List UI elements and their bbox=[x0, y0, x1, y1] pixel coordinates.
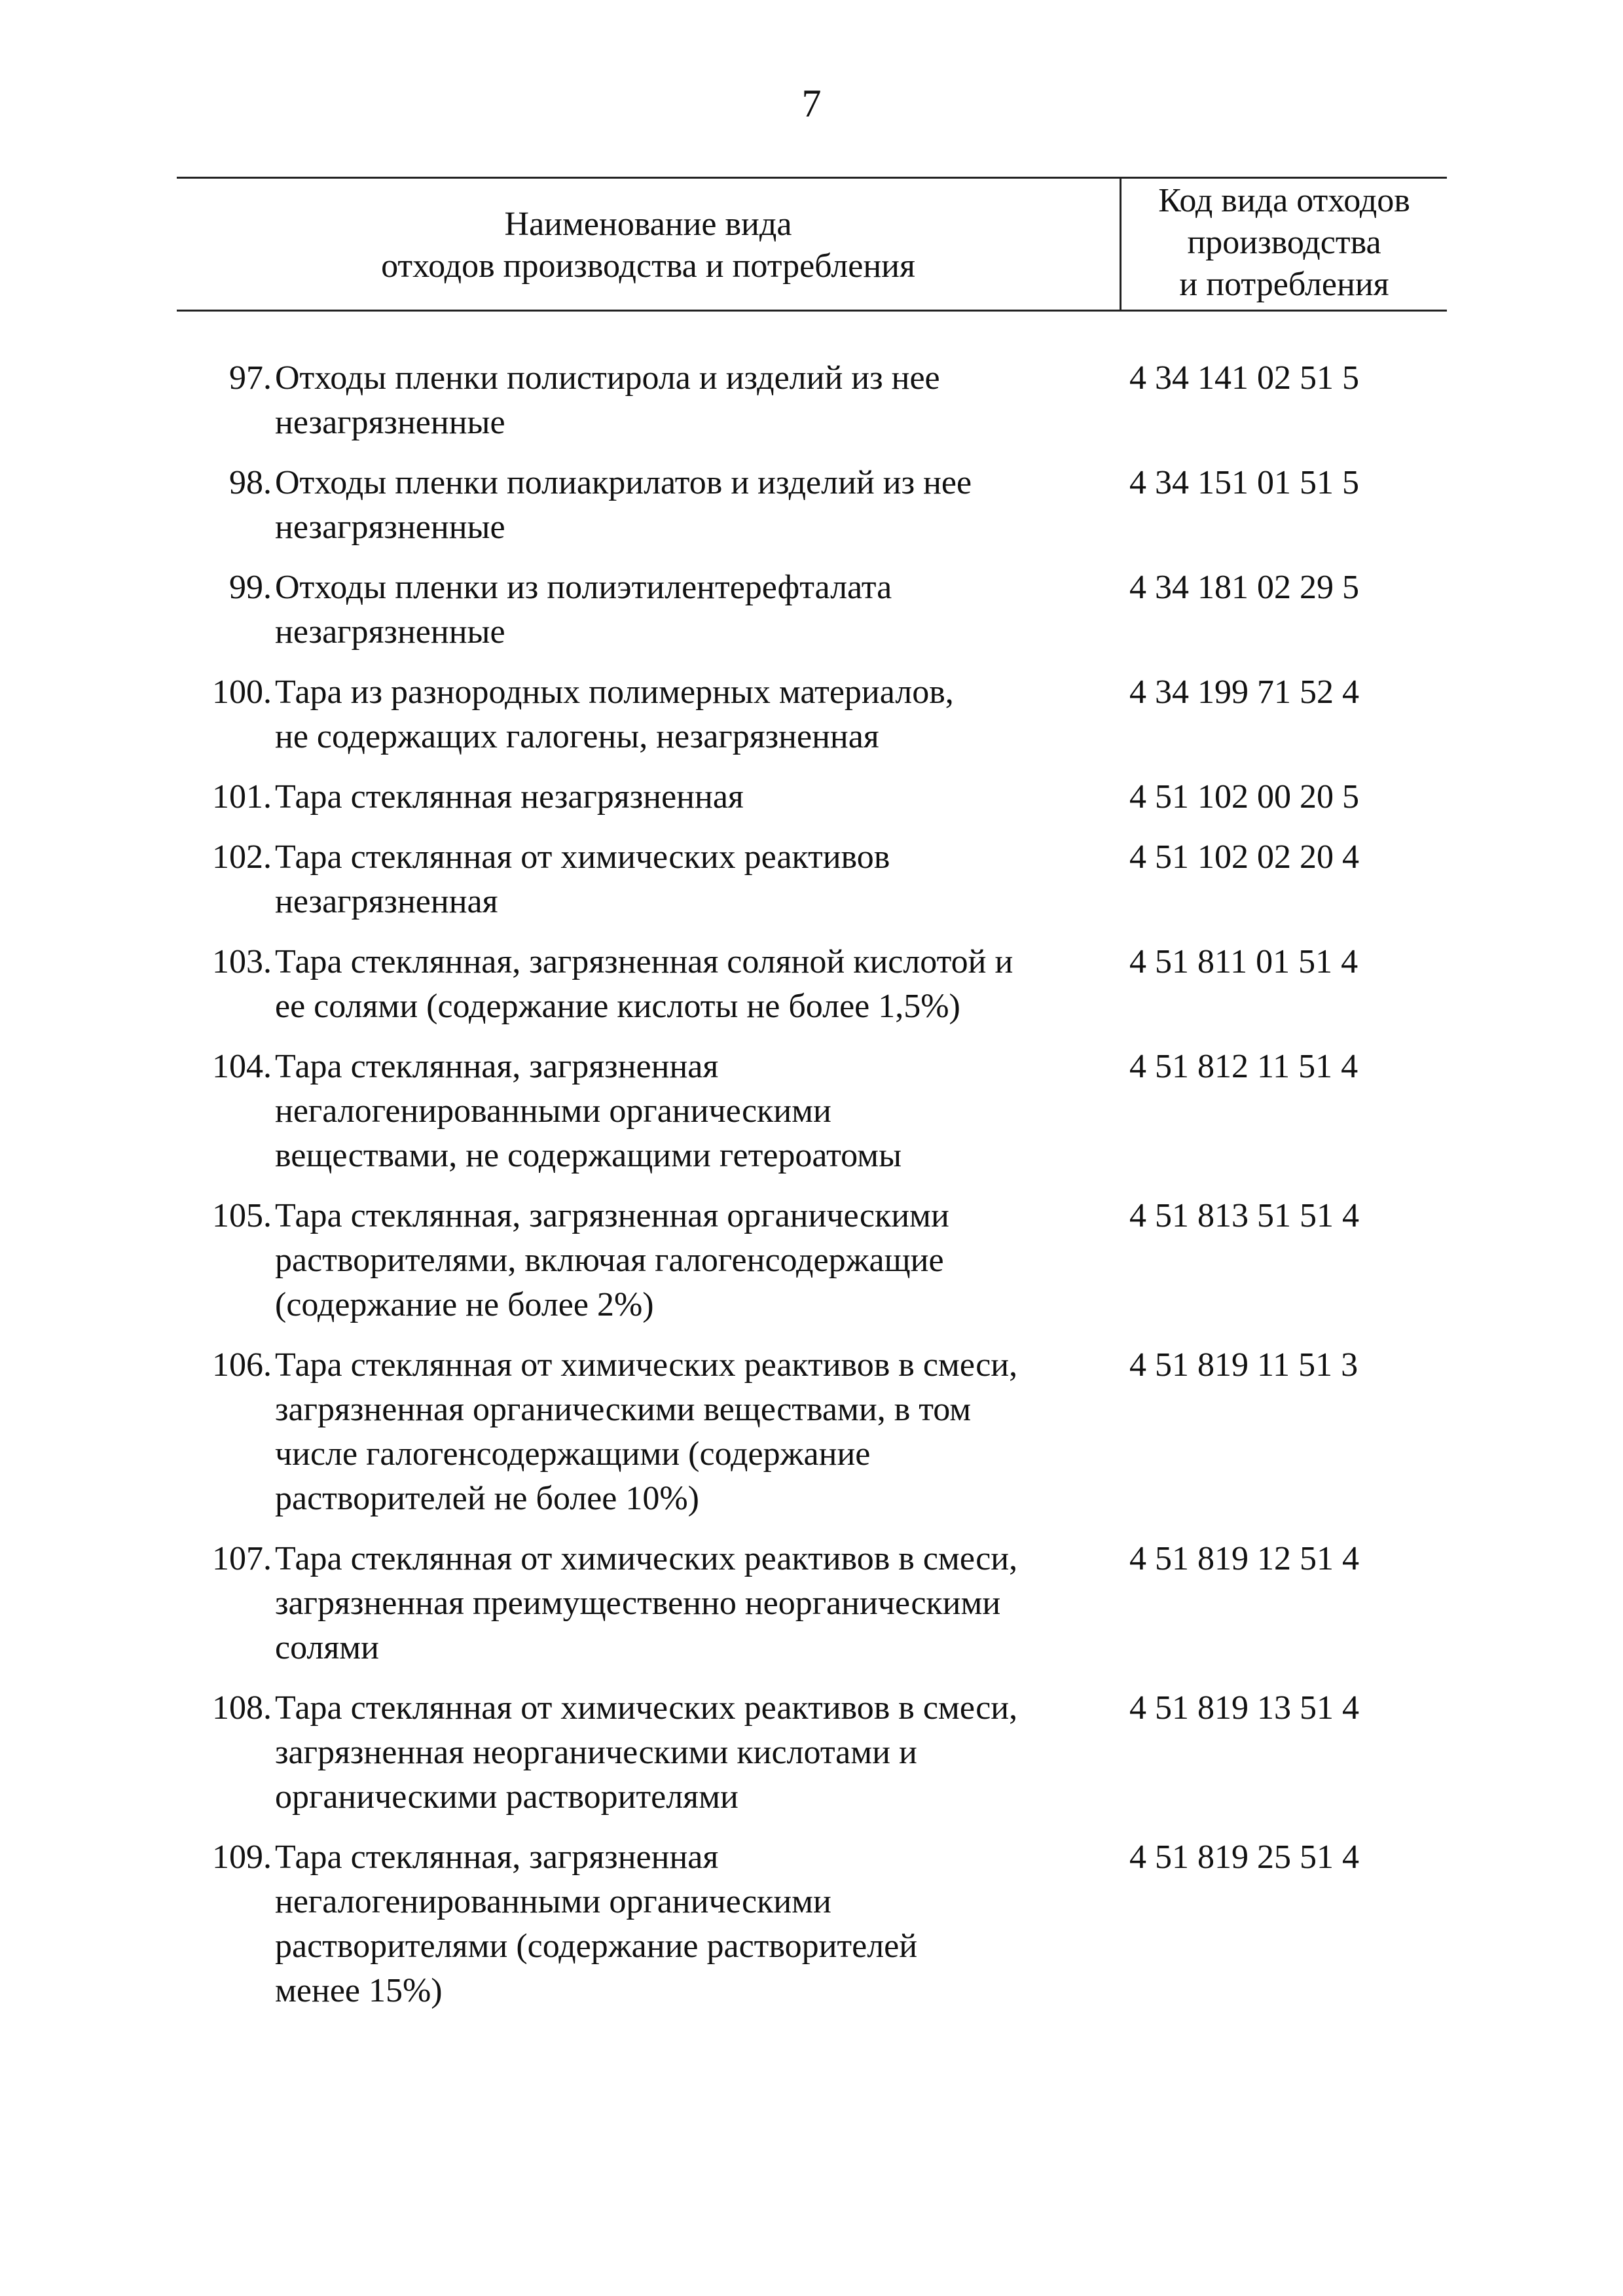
waste-name-line: Тара стеклянная от химических реактивов в смеси, bbox=[275, 1346, 1018, 1384]
waste-name-line: негалогенированными органическими bbox=[275, 1092, 831, 1130]
table-row bbox=[177, 565, 1447, 655]
waste-code: 4 51 102 00 20 5 bbox=[1129, 778, 1359, 816]
table-row bbox=[177, 1537, 1447, 1670]
page-number: 7 bbox=[801, 82, 822, 125]
waste-name-line: (содержание не более 2%) bbox=[275, 1286, 654, 1323]
column-header-code-line: Код вида отходов bbox=[1158, 182, 1410, 219]
table-row bbox=[177, 670, 1447, 759]
row-number: 98. bbox=[229, 464, 272, 501]
table-row bbox=[177, 1045, 1447, 1178]
waste-name-line: незагрязненные bbox=[275, 509, 505, 546]
waste-name-line: не содержащих галогены, незагрязненная bbox=[275, 718, 879, 755]
row-number: 103. bbox=[212, 943, 272, 980]
waste-code: 4 51 812 11 51 4 bbox=[1129, 1048, 1359, 1085]
column-header-code-line: производства bbox=[1187, 224, 1381, 261]
table-row bbox=[177, 775, 1447, 819]
row-number: 108. bbox=[212, 1689, 272, 1727]
waste-code: 4 51 102 02 20 4 bbox=[1129, 838, 1359, 876]
waste-name-line: растворителями (содержание растворителей bbox=[275, 1928, 918, 1965]
waste-name-line: Тара стеклянная, загрязненная соляной кислотой и bbox=[275, 943, 1013, 980]
waste-name-line: ее солями (содержание кислоты не более 1,5%) bbox=[275, 988, 960, 1025]
row-number: 107. bbox=[212, 1540, 272, 1577]
row-number: 104. bbox=[212, 1048, 272, 1085]
row-number: 97. bbox=[229, 359, 272, 397]
waste-code: 4 51 813 51 51 4 bbox=[1129, 1197, 1359, 1234]
row-number: 109. bbox=[212, 1839, 272, 1876]
waste-name-line: Тара стеклянная незагрязненная bbox=[275, 778, 744, 816]
waste-table-body bbox=[177, 356, 1447, 2029]
waste-name-line: Отходы пленки полистирола и изделий из нее bbox=[275, 359, 940, 397]
table-row bbox=[177, 1194, 1447, 1327]
waste-name-line: Тара стеклянная, загрязненная органическими bbox=[275, 1197, 949, 1234]
table-row bbox=[177, 1343, 1447, 1521]
waste-name-line: Тара стеклянная, загрязненная bbox=[275, 1048, 719, 1085]
waste-code: 4 51 819 11 51 3 bbox=[1129, 1346, 1359, 1384]
waste-name-line: незагрязненная bbox=[275, 883, 498, 920]
waste-name-line: загрязненная органическими веществами, в том bbox=[275, 1391, 972, 1428]
waste-name-line: незагрязненные bbox=[275, 404, 505, 441]
row-number: 99. bbox=[229, 569, 272, 606]
table-row bbox=[177, 356, 1447, 445]
table-header bbox=[177, 177, 1447, 312]
table-row bbox=[177, 940, 1447, 1029]
waste-name-line: Отходы пленки полиакрилатов и изделий из нее bbox=[275, 464, 972, 501]
waste-name-line: Тара стеклянная, загрязненная bbox=[275, 1839, 719, 1876]
waste-name-line: Тара стеклянная от химических реактивов в смеси, bbox=[275, 1689, 1018, 1727]
row-number: 102. bbox=[212, 838, 272, 876]
waste-name-line: Тара из разнородных полимерных материалов, bbox=[275, 673, 954, 711]
row-number: 106. bbox=[212, 1346, 272, 1384]
table-row bbox=[177, 461, 1447, 550]
waste-name-line: растворителей не более 10%) bbox=[275, 1480, 699, 1517]
row-number: 105. bbox=[212, 1197, 272, 1234]
waste-name-line: незагрязненные bbox=[275, 613, 505, 651]
waste-name-line: менее 15%) bbox=[275, 1972, 443, 2009]
waste-name-line: органическими растворителями bbox=[275, 1778, 739, 1816]
waste-code: 4 34 151 01 51 5 bbox=[1129, 464, 1359, 501]
row-number: 101. bbox=[212, 778, 272, 816]
column-header-name-line: отходов производства и потребления bbox=[381, 247, 915, 285]
column-header-code-line: и потребления bbox=[1179, 266, 1389, 303]
waste-code: 4 34 181 02 29 5 bbox=[1129, 569, 1359, 606]
waste-code: 4 51 819 13 51 4 bbox=[1129, 1689, 1359, 1727]
column-header-name-line: Наименование вида bbox=[504, 206, 792, 243]
waste-name-line: загрязненная неорганическими кислотами и bbox=[275, 1734, 917, 1771]
waste-name-line: растворителями, включая галогенсодержащие bbox=[275, 1242, 944, 1279]
waste-name-line: Отходы пленки из полиэтилентерефталата bbox=[275, 569, 892, 606]
waste-name-line: загрязненная преимущественно неорганическими bbox=[275, 1585, 1001, 1622]
waste-code: 4 34 199 71 52 4 bbox=[1129, 673, 1359, 711]
table-row bbox=[177, 1686, 1447, 1820]
waste-code: 4 51 811 01 51 4 bbox=[1129, 943, 1359, 980]
column-header-name bbox=[177, 204, 1120, 287]
waste-code: 4 51 819 12 51 4 bbox=[1129, 1540, 1359, 1577]
waste-name-line: Тара стеклянная от химических реактивов в смеси, bbox=[275, 1540, 1018, 1577]
row-number: 100. bbox=[212, 673, 272, 711]
waste-name-line: солями bbox=[275, 1629, 379, 1666]
table-row bbox=[177, 1835, 1447, 2013]
waste-name-line: числе галогенсодержащими (содержание bbox=[275, 1435, 871, 1473]
waste-name-line: веществами, не содержащими гетероатомы bbox=[275, 1137, 902, 1174]
waste-name-line: негалогенированными органическими bbox=[275, 1883, 831, 1920]
waste-code: 4 51 819 25 51 4 bbox=[1129, 1839, 1359, 1876]
column-header-code bbox=[1122, 180, 1447, 306]
table-row bbox=[177, 835, 1447, 924]
waste-name-line: Тара стеклянная от химических реактивов bbox=[275, 838, 890, 876]
waste-code: 4 34 141 02 51 5 bbox=[1129, 359, 1359, 397]
